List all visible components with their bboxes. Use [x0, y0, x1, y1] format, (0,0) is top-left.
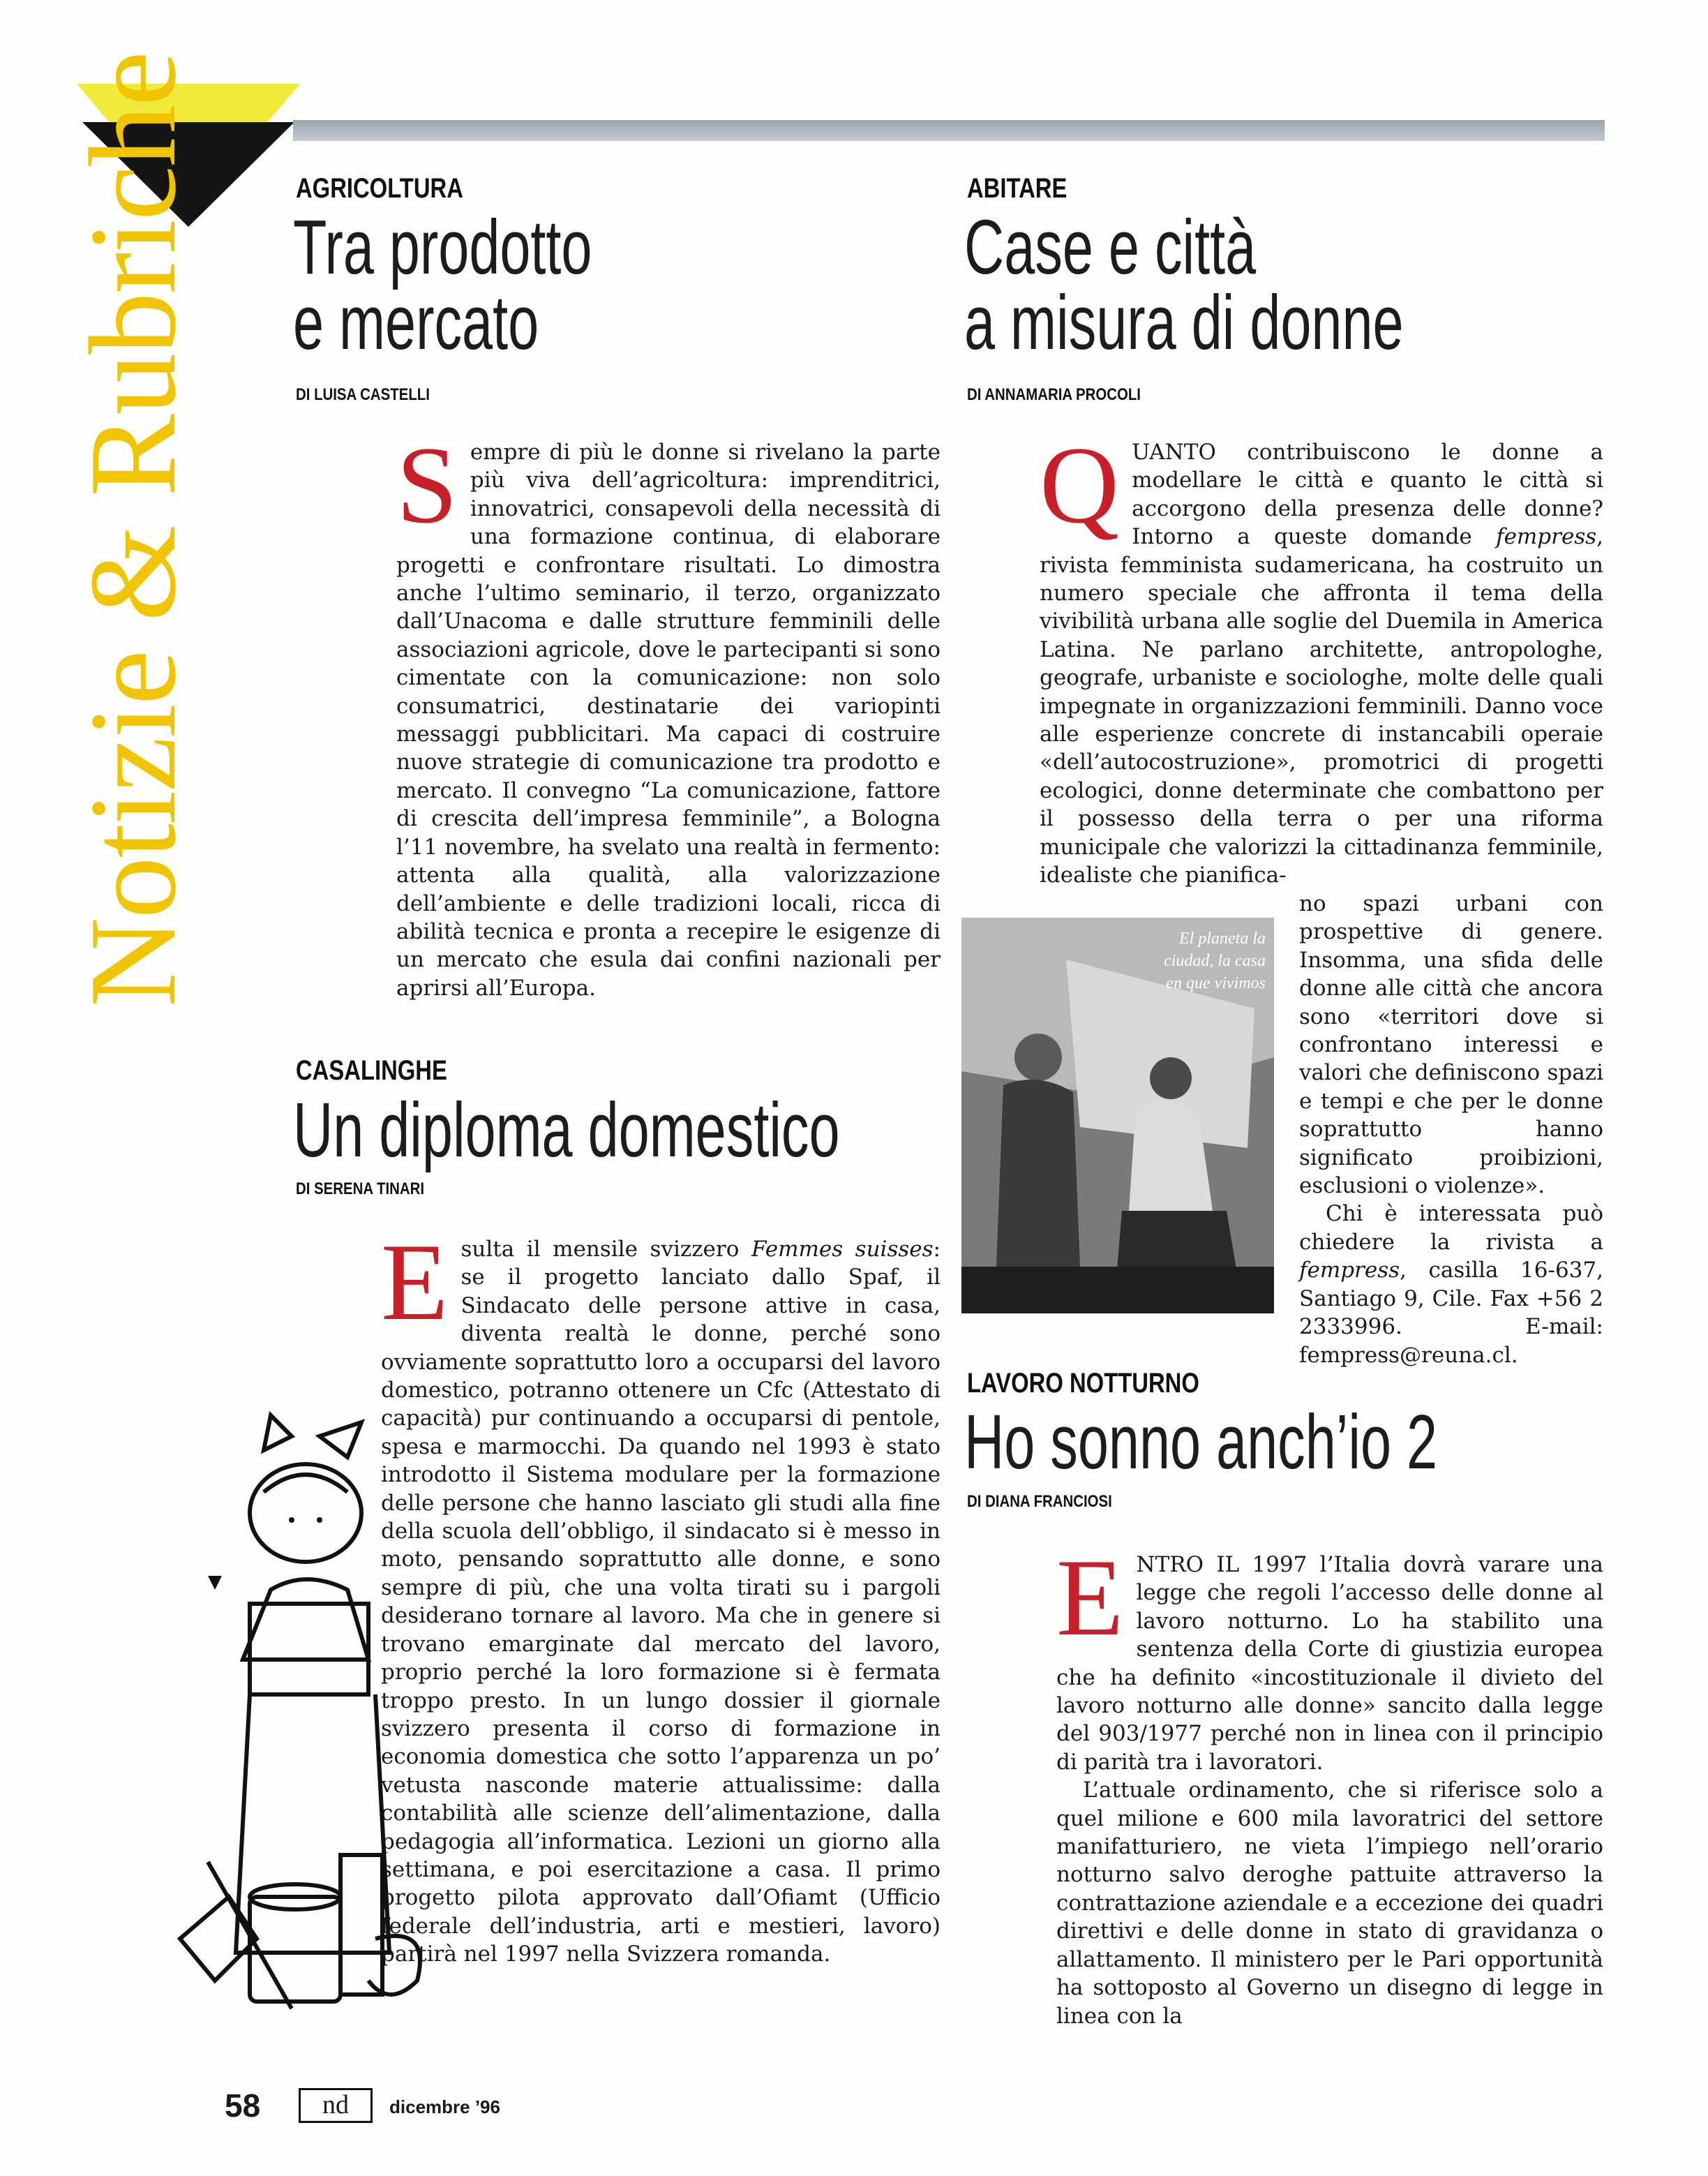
kicker-agricoltura: AGRICOLTURA	[296, 173, 463, 204]
housewife-drawing	[166, 1408, 459, 2022]
article-body-agricoltura: Sempre di più le donne si rivelano la parte più viva dell’agricoltura: imprenditrici, innovatrici, consapevoli della necessità di una formazione continua, di elaborare progetti e confrontare risultati. Lo dimostra anche l’ultimo seminario, il terzo, organizzato dall’Unacoma e dalle strutture femminili delle associazioni agricole, dove le partecipanti si sono cimentate con la comunicazione: non solo consumatrici, destinatarie dei variopinti messaggi pubblicitari. Ma capaci di costruire nuove strategie di comunicazione tra prodotto e mercato. Il convegno “La comunicazione, fattore di crescita dell’impresa femminile”, a Bologna l’11 novembre, ha svelato una realtà in fermento: attenta alla qualità, alla valorizzazione dell’ambiente e delle tradizioni locali, ricca di abilità tecnica e pronta a recepire le esigenze di un mercato che esula dai confini nazionali per aprirsi all’Europa.	[396, 424, 941, 1001]
kicker-casalinghe: CASALINGHE	[296, 1055, 447, 1086]
article-body-casalinghe: Esulta il mensile svizzero Femmes suisses: se il progetto lanciato dallo Spaf, il Sindacato delle persone attive in casa, diventa realtà le donne, perché sono ovviamente soprattutto loro a occuparsi del lavoro domestico, potranno ottenere un Cfc (Attestato di capacità) pur continuando a occuparsi di pentole, spesa e marmocchi. Da quando nel 1993 è stato introdotto il Sistema modulare per la formazione delle persone che hanno lasciato gli studi alla fine della scuola dell’obbligo, il sindacato si è messo in moto, pensando soprattutto alle donne, e sono sempre di più, che una volta tirati su i pargoli desiderano tornare al lavoro. Ma che in genere si trovano emarginate dal mercato del lavoro, proprio perché la loro formazione si è fermata troppo presto. In un lungo dossier il giornale svizzero presenta il corso di formazione in economia domestica che sotto l’apparenza un po’ vetusta nasconde materie attualissime: dalla contabilità alle scienze dell’alimentazione, dalla pedagogia all’informatica. Lezioni un giorno alla settimana, e poi esercitazione a casa. Il primo progetto pilota approvato dall’Ofiamt (Ufficio federale dell’industria, arti e mestieri, lavoro) partirà nel 1997 nella Svizzera romanda.	[381, 1221, 941, 1967]
headline-agricoltura-line1: Tra prodotto	[293, 204, 592, 290]
drop-cap-e: E	[381, 1221, 449, 1343]
photo-caption: El planeta la ciudad, la casa en que vivimos	[1164, 930, 1266, 992]
housewife-illustration	[166, 1408, 459, 2022]
byline-casalinghe: DI SERENA TINARI	[296, 1179, 424, 1198]
byline-agricoltura: DI LUISA CASTELLI	[296, 385, 430, 404]
headline-casalinghe: Un diploma domestico	[293, 1087, 840, 1173]
byline-lavoro-notturno: DI DIANA FRANCIOSI	[967, 1492, 1112, 1511]
drop-cap-e2: E	[1056, 1537, 1124, 1659]
issue-date: dicembre ’96	[389, 2096, 500, 2117]
magazine-logo: nd	[299, 2088, 373, 2123]
photo-two-women	[961, 918, 1274, 1313]
article-body-lavoro-notturno: ENTRO IL 1997 l’Italia dovrà varare una legge che regoli l’accesso delle donne al lavoro notturno. Lo ha stabilito una sentenza della Corte di giustizia europea che ha definito «incostituzionale il divieto del lavoro notturno alle donne» sancito dalla legge del 903/1977 perché non in linea con il principio di parità tra i lavoratori. L’attuale ordinamento, che si riferisce solo a quel milione e 600 mila lavoratrici del settore manifatturiero, ne vieta l’impiego nell’orario notturno salvo deroghe pattuite attraverso la contrattazione aziendale e a eccezione dei quadri direttivi e delle donne in stato di gravidanza o allattamento. Il ministero per le Pari opportunità ha sottoposto al Governo un disegno di legge in linea con la	[1056, 1537, 1603, 2029]
top-rule-bar	[293, 120, 1605, 141]
article-body-abitare-cont: no spazi urbani con prospettive di genere. Insomma, una sfida delle donne alle città che ancora sono «territori dove si confrontano interessi e valori che definiscono spazi e tempi e che per le donne soprattutto hanno significato proibizioni, esclusioni o violenze». Chi è interessata può chiedere la rivista a fempress, casilla 16-637, Santiago 9, Cile. Fax +56 2 2333996. E-mail: fempress@reuna.cl.	[1299, 891, 1603, 1368]
headline-agricoltura-line2: e mercato	[293, 280, 539, 366]
drop-cap-s: S	[396, 424, 458, 546]
headline-abitare-line2: a misura di donne	[964, 280, 1404, 366]
kicker-abitare: ABITARE	[967, 173, 1068, 204]
section-title-vertical: Notizie & Rubriche	[63, 52, 202, 1007]
kicker-lavoro-notturno: LAVORO NOTTURNO	[967, 1368, 1199, 1399]
byline-abitare: DI ANNAMARIA PROCOLI	[967, 385, 1141, 404]
drop-cap-q: Q	[1040, 424, 1120, 546]
article-body-abitare: QUANTO contribuiscono le donne a modellare le città e quanto le città si accorgono della presenza delle donne? Intorno a queste domande fempress, rivista femminista sudamericana, ha costruito un numero speciale che affronta il tema della vivibilità urbana alle soglie del Duemila in America Latina. Ne parlano architette, antropologhe, geografe, urbaniste e sociologhe, molte delle quali impegnate in organizzazioni femminili. Danno voce alle esperienze concrete di instancabili operaie «dell’autocostruzione», promotrici di progetti ecologici, donne determinate che combattono per il possesso della terra o per una riforma municipale che valorizzi la cittadinanza femminile, idealiste che pianifica-	[1040, 424, 1603, 888]
page-number: 58	[225, 2087, 261, 2124]
headline-lavoro-notturno: Ho sonno anch’io 2	[964, 1399, 1438, 1485]
headline-abitare-line1: Case e città	[964, 204, 1257, 290]
